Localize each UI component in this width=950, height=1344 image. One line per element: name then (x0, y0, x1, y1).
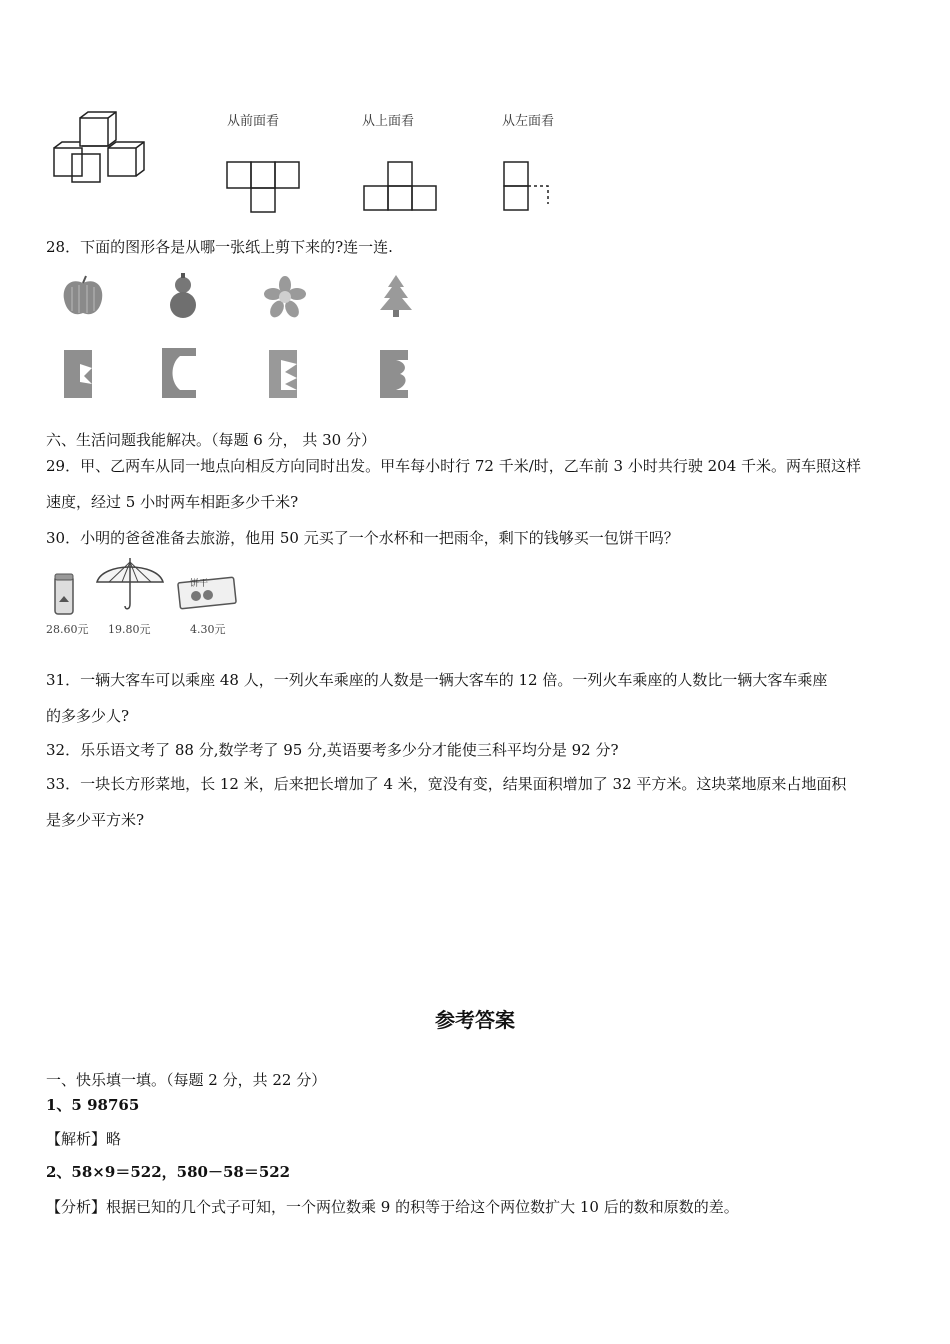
answer-2: 2、58×9＝522，580－58＝522 (46, 1163, 291, 1181)
question-30: 30．小明的爸爸准备去旅游，他用 50 元买了一个水杯和一把雨伞，剩下的钱够买一包饼干吗？ (46, 529, 679, 547)
left-view-label: 从左面看 (502, 114, 555, 129)
question-31-line1: 31．一辆大客车可以乘座 48 人，一列火车乘座的人数是一辆大客车的 12 倍。一列火车乘座的人数比一辆大客车乘座 (46, 671, 828, 689)
answers-title: 参考答案 (435, 1008, 515, 1032)
umbrella-price: 19.80元 (108, 623, 151, 636)
cup-icon (52, 572, 76, 616)
apple-cutout-icon (60, 275, 106, 319)
cube-stack-figure (50, 110, 150, 190)
tree-cutout-icon (376, 273, 416, 319)
cup-price: 28.60元 (46, 623, 89, 636)
flower-cutout-icon (262, 275, 308, 319)
answer-2-analysis: 【分析】根据已知的几个式子可知，一个两位数乘 9 的积等于给这个两位数扩大 10 后的数和原数的差。 (46, 1198, 739, 1216)
question-29-line1: 29．甲、乙两车从同一地点向相反方向同时出发。甲车每小时行 72 千米/时，乙车前 3 小时共行驶 204 千米。两车照这样 (46, 457, 862, 475)
top-view-shape (362, 160, 442, 215)
answers-section-1: 一、快乐填一填。（每题 2 分，共 22 分） (46, 1071, 327, 1089)
question-33-line2: 是多少平方米? (46, 811, 145, 829)
question-32: 32．乐乐语文考了 88 分,数学考了 95 分,英语要考多少分才能使三科平均分是 92 分? (46, 741, 619, 759)
top-view-label: 从上面看 (362, 114, 415, 129)
left-view-shape (502, 160, 562, 215)
front-view-shape (225, 160, 305, 215)
section-6-title: 六、生活问题我能解决。（每题 6 分， 共 30 分） (46, 431, 376, 449)
biscuit-label: 饼干 (190, 579, 209, 589)
paper-cutout-2-icon (160, 346, 200, 400)
umbrella-icon (95, 556, 165, 612)
question-33-line1: 33．一块长方形菜地，长 12 米，后来把长增加了 4 米，宽没有变，结果面积增加了 32 平方米。这块菜地原来占地面积 (46, 775, 847, 793)
answer-1: 1、5 98765 (46, 1096, 140, 1114)
paper-cutout-3-icon (267, 348, 303, 400)
paper-cutout-1-icon (62, 348, 98, 400)
biscuit-price: 4.30元 (190, 623, 226, 636)
front-view-label: 从前面看 (227, 114, 280, 129)
question-31-line2: 的多多少人? (46, 707, 130, 725)
question-29-line2: 速度，经过 5 小时两车相距多少千米? (46, 493, 299, 511)
question-28: 28．下面的图形各是从哪一张纸上剪下来的?连一连. (46, 238, 393, 256)
answer-1-analysis: 【解析】略 (46, 1130, 122, 1148)
gourd-cutout-icon (163, 273, 203, 319)
paper-cutout-4-icon (378, 348, 414, 400)
